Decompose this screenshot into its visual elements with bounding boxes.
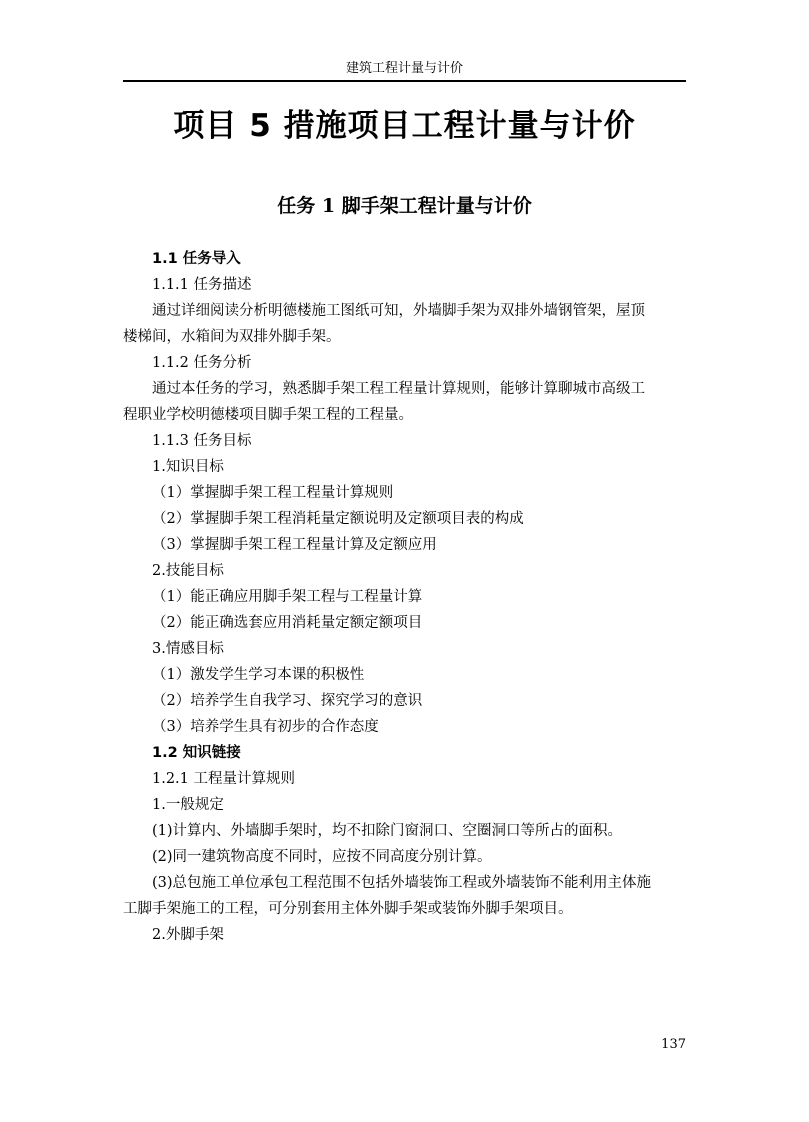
rule-item-continued: 工脚手架施工的工程，可分别套用主体外脚手架或装饰外脚手架项目。: [123, 901, 573, 917]
page-number: 137: [661, 1037, 686, 1052]
list-item: （1）掌握脚手架工程工程量计算规则: [152, 485, 394, 501]
section-heading-1-1: 1.1 任务导入: [152, 251, 241, 267]
subsection-heading: 1.2.1 工程量计算规则: [152, 771, 296, 787]
running-header: 建筑工程计量与计价: [345, 61, 463, 76]
task-title: 任务 1 脚手架工程计量与计价: [277, 195, 532, 217]
list-item: （2）培养学生自我学习、探究学习的意识: [152, 693, 423, 709]
list-item: （1）激发学生学习本课的积极性: [152, 667, 365, 683]
list-item: （1）能正确应用脚手架工程与工程量计算: [152, 589, 423, 605]
list-item: （2）能正确选套应用消耗量定额定额项目: [152, 615, 423, 631]
rule-item: (2)同一建筑物高度不同时，应按不同高度分别计算。: [152, 849, 492, 865]
chapter-title: 项目 5 措施项目工程计量与计价: [173, 108, 636, 144]
paragraph-line: 通过本任务的学习，熟悉脚手架工程工程量计算规则，能够计算聊城市高级工: [152, 381, 645, 397]
paragraph-line: 通过详细阅读分析明德楼施工图纸可知，外墙脚手架为双排外墙钢管架，屋顶: [152, 303, 645, 319]
rule-item: (1)计算内、外墙脚手架时，均不扣除门窗洞口、空圈洞口等所占的面积。: [152, 823, 623, 839]
list-heading: 3.情感目标: [152, 641, 224, 657]
header-rule: [123, 80, 686, 82]
paragraph-line: 楼梯间，水箱间为双排外脚手架。: [123, 329, 341, 345]
list-heading: 2.外脚手架: [152, 927, 224, 943]
list-heading: 2.技能目标: [152, 563, 224, 579]
subsection-heading: 1.1.3 任务目标: [152, 433, 252, 449]
list-item: （2）掌握脚手架工程消耗量定额说明及定额项目表的构成: [152, 511, 524, 527]
list-heading: 1.一般规定: [152, 797, 224, 813]
section-heading-1-2: 1.2 知识链接: [152, 745, 241, 761]
subsection-heading: 1.1.2 任务分析: [152, 355, 252, 371]
subsection-heading: 1.1.1 任务描述: [152, 277, 252, 293]
list-heading: 1.知识目标: [152, 459, 224, 475]
rule-item: (3)总包施工单位承包工程范围不包括外墙装饰工程或外墙装饰不能利用主体施: [152, 875, 652, 891]
list-item: （3）掌握脚手架工程工程量计算及定额应用: [152, 537, 437, 553]
paragraph-line: 程职业学校明德楼项目脚手架工程的工程量。: [123, 407, 413, 423]
list-item: （3）培养学生具有初步的合作态度: [152, 719, 379, 735]
